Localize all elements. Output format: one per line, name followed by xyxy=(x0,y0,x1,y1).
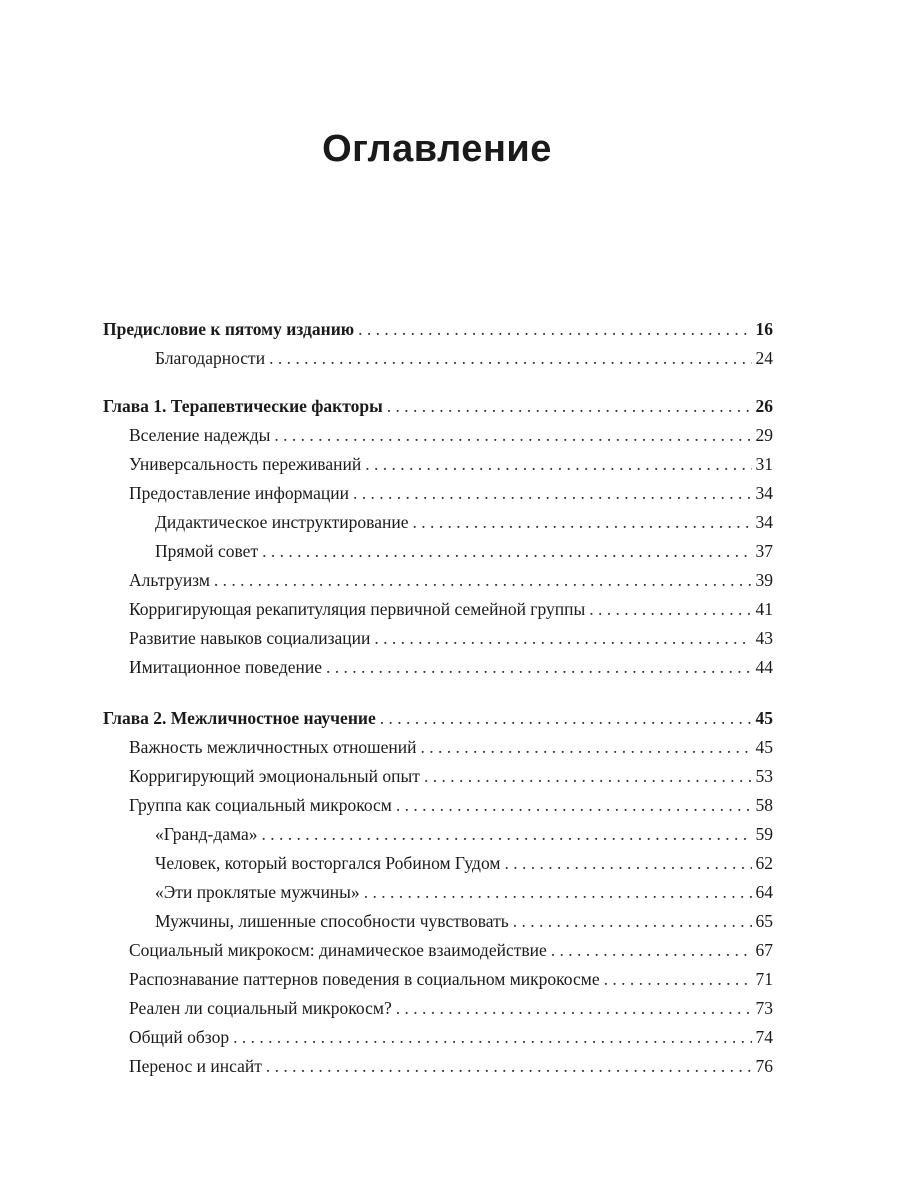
toc-entry[interactable] xyxy=(103,994,773,1023)
toc-page-number: 34 xyxy=(755,512,773,532)
section-gap xyxy=(103,373,773,392)
toc-entry[interactable] xyxy=(103,965,773,994)
toc-page-number: 71 xyxy=(755,969,773,989)
toc-page-number: 37 xyxy=(755,541,773,561)
toc-entry[interactable] xyxy=(103,1052,773,1081)
toc-entry-label: Развитие навыков социализации xyxy=(129,628,371,648)
toc-entry-label: Группа как социальный микрокосм xyxy=(129,795,392,815)
toc-entry-label: «Гранд-дама» xyxy=(155,824,258,844)
toc-entry[interactable] xyxy=(103,450,773,479)
toc-page-number: 39 xyxy=(755,570,773,590)
toc-page-number: 43 xyxy=(755,628,773,648)
dot-leader xyxy=(266,1052,752,1081)
toc-entry-label: Прямой совет xyxy=(155,541,259,561)
toc-entry[interactable] xyxy=(103,878,773,907)
toc-entry[interactable] xyxy=(103,421,773,450)
toc-page-number: 53 xyxy=(755,766,773,786)
toc-entry-label: Глава 2. Межличностное научение xyxy=(103,708,376,728)
dot-leader xyxy=(421,733,752,762)
dot-leader xyxy=(380,704,752,733)
section-gap xyxy=(103,682,773,704)
dot-leader xyxy=(262,537,751,566)
toc-chapter-entry[interactable] xyxy=(103,315,773,344)
dot-leader xyxy=(326,653,751,682)
dot-leader xyxy=(396,791,752,820)
dot-leader xyxy=(424,762,752,791)
toc-entry[interactable] xyxy=(103,479,773,508)
toc-entry[interactable] xyxy=(103,1023,773,1052)
toc-entry-label: Глава 1. Терапевтические факторы xyxy=(103,396,383,416)
toc-entry-label: Корригирующий эмоциональный опыт xyxy=(129,766,420,786)
dot-leader xyxy=(365,450,751,479)
toc-entry[interactable] xyxy=(103,791,773,820)
dot-leader xyxy=(262,820,752,849)
toc-section xyxy=(103,315,773,373)
toc-entry-label: Важность межличностных отношений xyxy=(129,737,417,757)
toc-entry-label: Мужчины, лишенные способности чувствовать xyxy=(155,911,509,931)
toc-page-number: 16 xyxy=(755,319,773,339)
toc-entry[interactable] xyxy=(103,508,773,537)
toc-entry-label: Альтруизм xyxy=(129,570,210,590)
toc-entry-label: Предоставление информации xyxy=(129,483,349,503)
toc-entry[interactable] xyxy=(103,566,773,595)
toc-entry[interactable] xyxy=(103,907,773,936)
dot-leader xyxy=(358,315,751,344)
toc-page-number: 29 xyxy=(755,425,773,445)
toc-page-number: 41 xyxy=(755,599,773,619)
toc-entry-label: Распознавание паттернов поведения в социальном микрокосме xyxy=(129,969,600,989)
dot-leader xyxy=(387,392,752,421)
toc-entry[interactable] xyxy=(103,936,773,965)
toc-entry[interactable] xyxy=(103,344,773,373)
toc-page-number: 67 xyxy=(755,940,773,960)
toc-entry-label: Предисловие к пятому изданию xyxy=(103,319,355,339)
toc-entry[interactable] xyxy=(103,820,773,849)
toc-entry[interactable] xyxy=(103,595,773,624)
toc-entry-label: Общий обзор xyxy=(129,1027,230,1047)
page-title: Оглавление xyxy=(322,128,552,170)
toc-page-number: 59 xyxy=(755,824,773,844)
dot-leader xyxy=(214,566,752,595)
toc-entry-label: Имитационное поведение xyxy=(129,657,323,677)
toc-page-number: 64 xyxy=(755,882,773,902)
dot-leader xyxy=(374,624,751,653)
toc-entry[interactable] xyxy=(103,762,773,791)
table-of-contents xyxy=(103,315,773,1081)
toc-page-number: 58 xyxy=(755,795,773,815)
toc-entry[interactable] xyxy=(103,849,773,878)
dot-leader xyxy=(396,994,752,1023)
toc-page-number: 44 xyxy=(755,657,773,677)
toc-page-number: 26 xyxy=(755,396,773,416)
toc-chapter-entry[interactable] xyxy=(103,392,773,421)
toc-entry-label: Корригирующая рекапитуляция первичной семейной группы xyxy=(129,599,586,619)
toc-entry[interactable] xyxy=(103,537,773,566)
toc-entry-label: Универсальность переживаний xyxy=(129,454,362,474)
toc-page-number: 74 xyxy=(755,1027,773,1047)
dot-leader xyxy=(504,849,751,878)
dot-leader xyxy=(364,878,752,907)
dot-leader xyxy=(233,1023,751,1052)
toc-page-number: 45 xyxy=(755,708,773,728)
toc-page-number: 65 xyxy=(755,911,773,931)
toc-page-number: 62 xyxy=(755,853,773,873)
dot-leader xyxy=(604,965,752,994)
toc-entry-label: Благодарности xyxy=(155,348,266,368)
toc-entry-label: «Эти проклятые мужчины» xyxy=(155,882,360,902)
dot-leader xyxy=(269,344,751,373)
dot-leader xyxy=(412,508,751,537)
toc-entry-label: Перенос и инсайт xyxy=(129,1056,262,1076)
toc-entry-label: Социальный микрокосм: динамическое взаимодействие xyxy=(129,940,547,960)
toc-entry[interactable] xyxy=(103,653,773,682)
toc-entry-label: Вселение надежды xyxy=(129,425,271,445)
toc-entry-label: Человек, который восторгался Робином Гудом xyxy=(155,853,501,873)
toc-page-number: 34 xyxy=(755,483,773,503)
dot-leader xyxy=(513,907,752,936)
toc-page-number: 24 xyxy=(755,348,773,368)
dot-leader xyxy=(353,479,752,508)
toc-section xyxy=(103,704,773,1081)
dot-leader xyxy=(589,595,751,624)
toc-entry-label: Дидактическое инструктирование xyxy=(155,512,409,532)
toc-chapter-entry[interactable] xyxy=(103,704,773,733)
toc-entry[interactable] xyxy=(103,624,773,653)
toc-entry-label: Реален ли социальный микрокосм? xyxy=(129,998,392,1018)
toc-page-number: 76 xyxy=(755,1056,773,1076)
toc-entry[interactable] xyxy=(103,733,773,762)
toc-page-number: 45 xyxy=(755,737,773,757)
dot-leader xyxy=(551,936,752,965)
toc-page-number: 73 xyxy=(755,998,773,1018)
toc-section xyxy=(103,392,773,682)
dot-leader xyxy=(274,421,751,450)
toc-page-number: 31 xyxy=(755,454,773,474)
